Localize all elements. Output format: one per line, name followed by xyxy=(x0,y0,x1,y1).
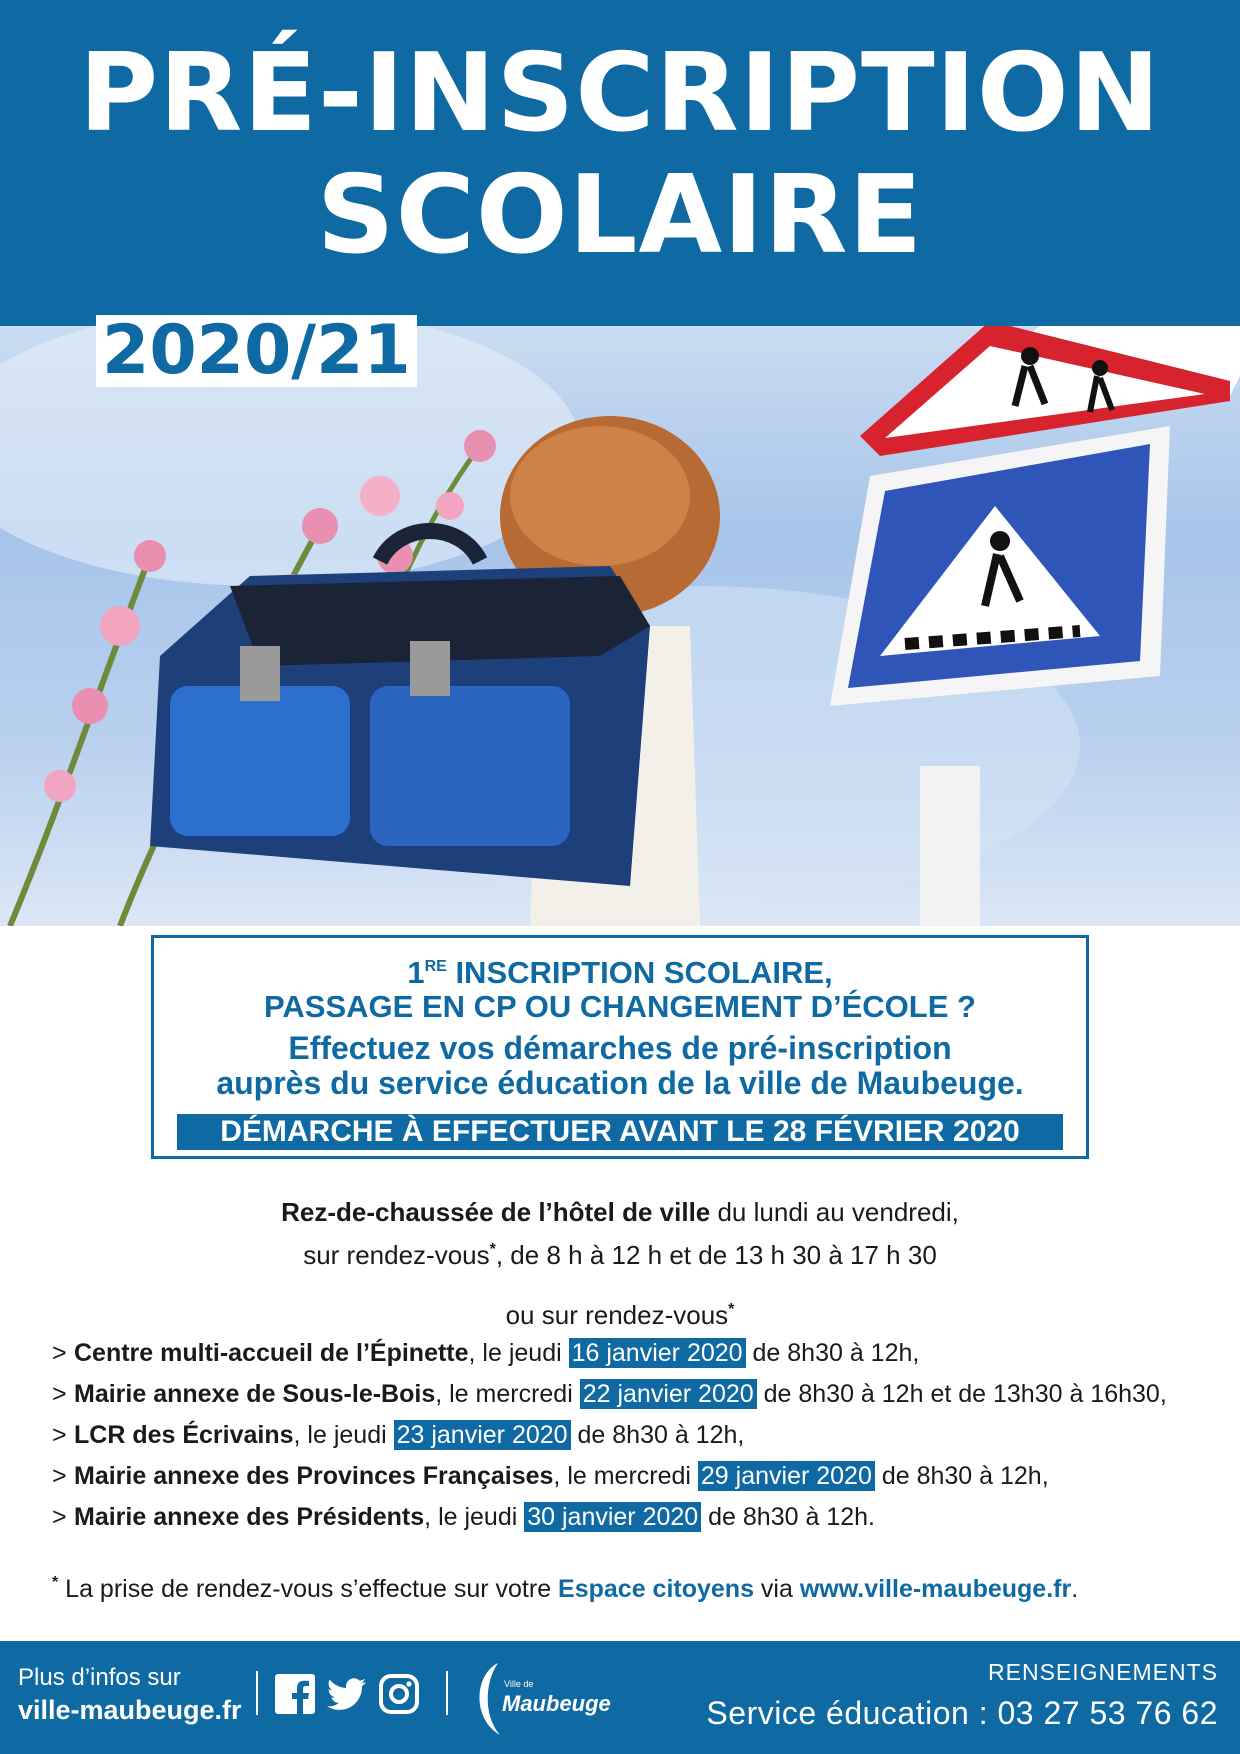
or-appointment-text: ou sur rendez-vous xyxy=(505,1300,729,1330)
footnote-text: via xyxy=(753,1575,800,1603)
date-highlight: 22 janvier 2020 xyxy=(580,1379,757,1409)
date-highlight: 16 janvier 2020 xyxy=(569,1338,746,1368)
location-name: Mairie annexe des Présidents xyxy=(74,1503,425,1531)
instruction-line2: auprès du service éducation de la ville de Maubeuge. xyxy=(216,1065,1024,1101)
asterisk: * xyxy=(728,1301,735,1318)
logo-name: Maubeuge xyxy=(502,1691,611,1716)
ordinal-suffix: RE xyxy=(424,958,447,975)
list-item xyxy=(52,1374,1232,1415)
hero-photo xyxy=(0,326,1240,926)
time-range: de 8h30 à 12h, xyxy=(874,1462,1049,1490)
contact-label: RENSEIGNEMENTS xyxy=(988,1659,1218,1685)
weekday: , le jeudi xyxy=(293,1421,394,1449)
weekday: , le mercredi xyxy=(435,1380,580,1408)
chevron-right-icon: > xyxy=(52,1503,67,1531)
time-range: de 8h30 à 12h. xyxy=(701,1503,875,1531)
or-appointment-line xyxy=(0,1291,1240,1334)
children-warning-sign xyxy=(860,326,1240,456)
date-highlight: 29 janvier 2020 xyxy=(698,1461,875,1491)
question-line2: PASSAGE EN CP OU CHANGEMENT D’ÉCOLE ? xyxy=(264,989,976,1024)
location-name: Mairie annexe de Sous-le-Bois xyxy=(74,1380,436,1408)
title-banner xyxy=(0,0,1240,326)
date-highlight: 23 janvier 2020 xyxy=(394,1420,571,1450)
espace-citoyens-link[interactable]: Espace citoyens xyxy=(558,1575,754,1603)
divider xyxy=(446,1671,448,1715)
chevron-right-icon: > xyxy=(52,1421,67,1449)
time-range: de 8h30 à 12h, xyxy=(745,1339,920,1367)
logo-small-text: Ville de xyxy=(504,1679,534,1689)
instagram-icon[interactable] xyxy=(378,1673,420,1715)
list-item xyxy=(52,1333,1232,1374)
weekday: , le jeudi xyxy=(424,1503,525,1531)
appointment-note: sur rendez-vous xyxy=(303,1240,490,1270)
asterisk: * xyxy=(489,1241,496,1258)
deadline-banner: DÉMARCHE À EFFECTUER AVANT LE 28 FÉVRIER 2020 xyxy=(177,1114,1063,1150)
more-info-label: Plus d’infos sur xyxy=(18,1664,181,1691)
chevron-right-icon: > xyxy=(52,1462,67,1490)
footnote xyxy=(52,1564,1078,1608)
info-box xyxy=(151,935,1089,1159)
ordinal-number: 1 xyxy=(407,955,425,990)
chevron-right-icon: > xyxy=(52,1380,67,1408)
location-name: LCR des Écrivains xyxy=(74,1421,294,1449)
opening-hours: , de 8 h à 12 h et de 13 h 30 à 17 h 30 xyxy=(495,1240,937,1270)
page-title-line1: PRÉ-INSCRIPTION xyxy=(78,31,1162,156)
list-item xyxy=(52,1456,1232,1497)
weekday: , le jeudi xyxy=(468,1339,569,1367)
city-hall-location: Rez-de-chaussée de l’hôtel de ville xyxy=(281,1197,711,1227)
website-link[interactable]: www.ville-maubeuge.fr xyxy=(799,1575,1072,1603)
footnote-text: . xyxy=(1071,1575,1079,1603)
asterisk: * xyxy=(52,1574,59,1591)
instruction-line1: Effectuez vos démarches de pré-inscription xyxy=(288,1030,952,1066)
page-title-line2: SCOLAIRE xyxy=(316,153,924,278)
time-range: de 8h30 à 12h et de 13h30 à 16h30, xyxy=(756,1380,1167,1408)
school-year-badge: 2020/21 xyxy=(96,315,417,387)
facebook-icon[interactable] xyxy=(274,1673,316,1715)
location-name: Mairie annexe des Provinces Françaises xyxy=(74,1462,554,1490)
maubeuge-logo xyxy=(470,1653,620,1743)
footer-website-link[interactable]: ville-maubeuge.fr xyxy=(18,1695,242,1725)
time-range: de 8h30 à 12h, xyxy=(570,1421,745,1449)
list-item xyxy=(52,1415,1232,1456)
date-highlight: 30 janvier 2020 xyxy=(524,1502,701,1532)
hero-illustration xyxy=(0,326,1240,926)
city-hall-hours xyxy=(0,1193,1240,1274)
location-name: Centre multi-accueil de l’Épinette xyxy=(74,1339,469,1367)
footer-bar xyxy=(0,1641,1240,1754)
chevron-right-icon: > xyxy=(52,1339,67,1367)
twitter-icon[interactable] xyxy=(326,1673,368,1715)
opening-days: du lundi au vendredi, xyxy=(710,1197,959,1227)
weekday: , le mercredi xyxy=(553,1462,698,1490)
question-line1-text: INSCRIPTION SCOLAIRE, xyxy=(446,955,833,990)
contact-phone: Service éducation : 03 27 53 76 62 xyxy=(706,1695,1218,1731)
appointment-list xyxy=(52,1333,1232,1538)
footnote-text: La prise de rendez-vous s’effectue sur votre xyxy=(58,1575,559,1603)
divider xyxy=(256,1671,258,1715)
hours-line2 xyxy=(0,1231,1240,1274)
hours-line1 xyxy=(0,1193,1240,1231)
list-item xyxy=(52,1497,1232,1538)
